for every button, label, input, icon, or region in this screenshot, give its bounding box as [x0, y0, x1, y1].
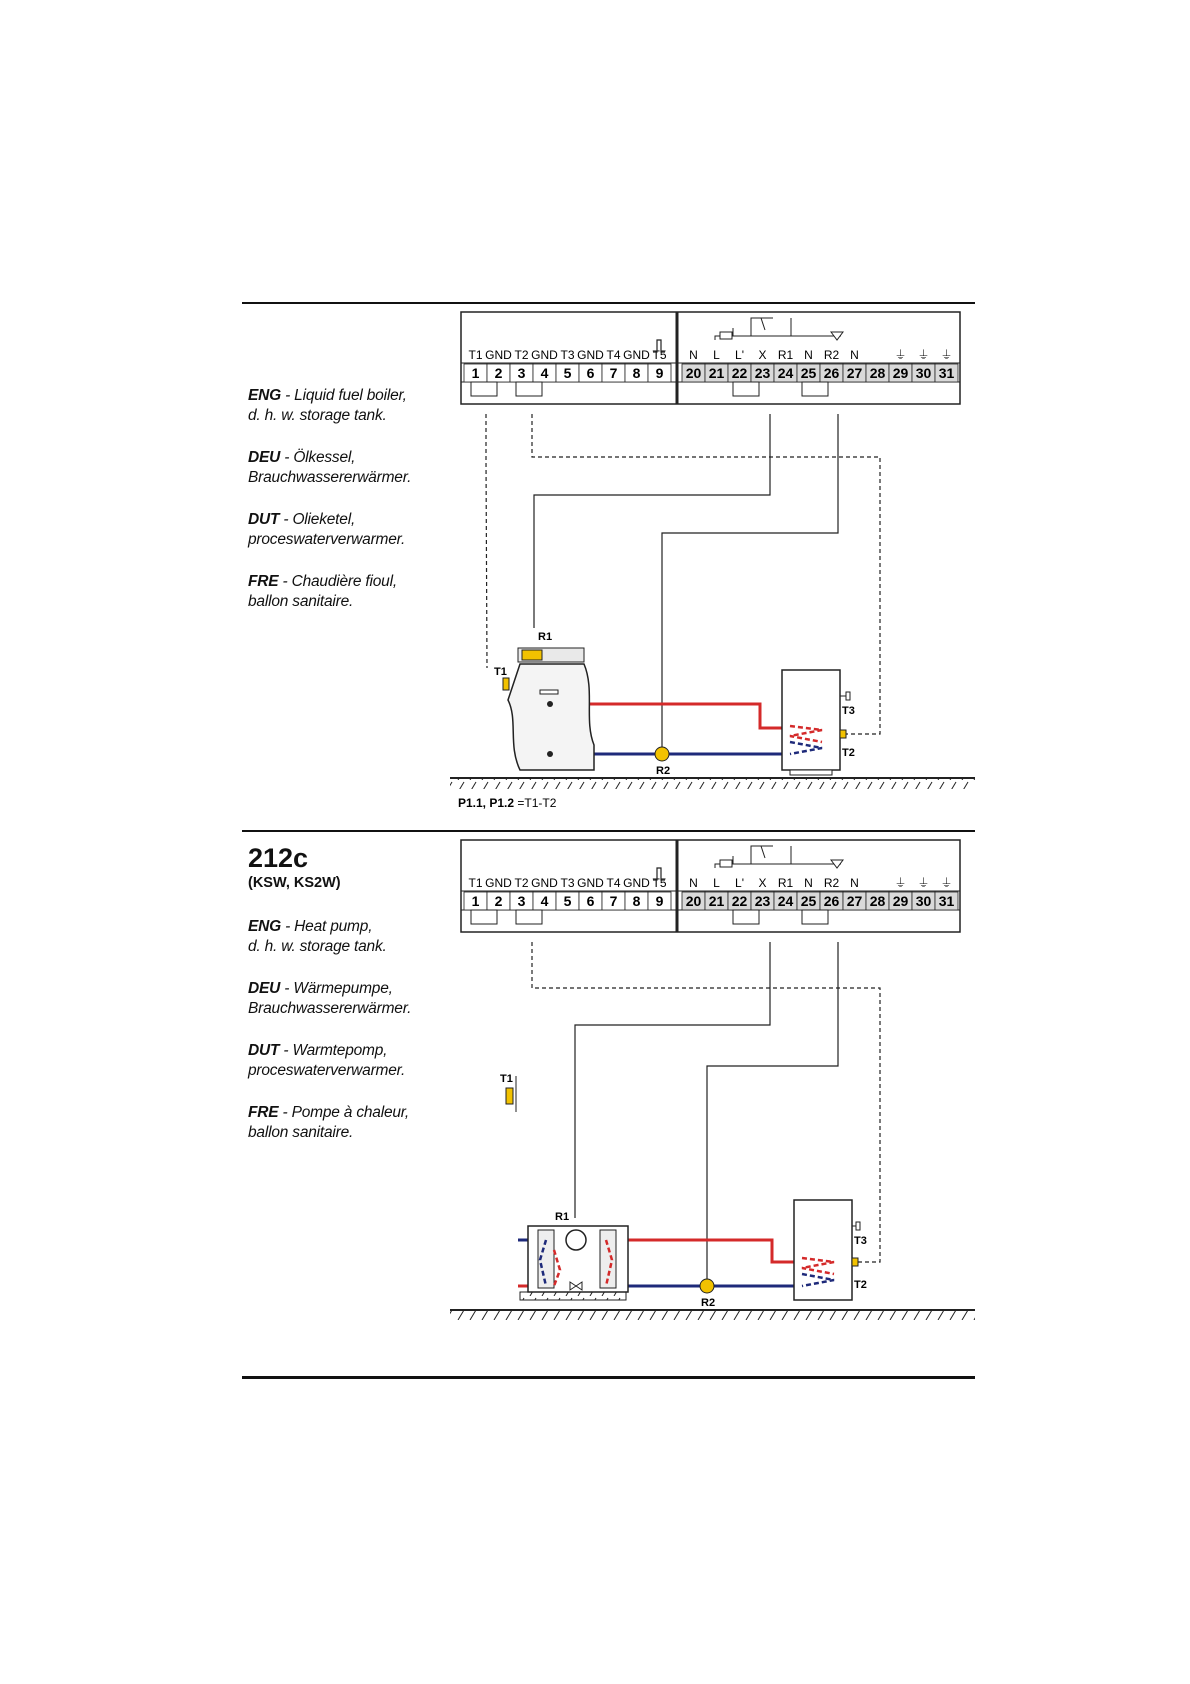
t1-sensor — [494, 666, 509, 690]
terminal-number: 27 — [846, 893, 863, 909]
terminal-label: T2 — [514, 876, 529, 890]
terminal-number: 28 — [869, 365, 886, 381]
terminal-label: N — [804, 876, 813, 890]
terminal-label: T2 — [514, 348, 529, 362]
terminal-number: 21 — [708, 893, 725, 909]
r2-label: R2 — [701, 1297, 716, 1309]
desc-deu: DEU - Wärmepumpe, Brauchwassererwärmer. — [248, 980, 412, 1017]
terminal-number: 9 — [655, 893, 664, 909]
connector-tab — [733, 382, 759, 396]
sensor-icon — [503, 678, 509, 690]
desc-dut: DUT - Olieketel, proceswaterverwarmer. — [248, 511, 406, 548]
terminal-number: 24 — [777, 893, 794, 909]
terminal-number: 5 — [563, 365, 572, 381]
desc-dut: DUT - Warmtepomp, proceswaterverwarmer. — [248, 1042, 406, 1079]
terminal-label: ⏚ — [894, 876, 907, 890]
terminal-label: GND — [485, 348, 512, 362]
terminal-label: R2 — [823, 348, 840, 362]
terminal-label: N — [850, 348, 859, 362]
t2-sensor — [840, 730, 846, 738]
r2-label: R2 — [656, 765, 671, 777]
terminal-number: 1 — [471, 893, 480, 909]
terminal-number: 29 — [892, 365, 909, 381]
desc-fre: FRE - Pompe à chaleur, ballon sanitaire. — [248, 1104, 410, 1141]
t3-label: T3 — [842, 705, 855, 717]
sensor-icon — [506, 1088, 513, 1104]
terminal-label: R1 — [777, 876, 794, 890]
t3-sensor — [856, 1222, 860, 1230]
terminal-number: 3 — [517, 365, 526, 381]
dhw-tank — [794, 1200, 867, 1300]
terminal-number: 30 — [915, 365, 932, 381]
terminal-number: 26 — [823, 365, 840, 381]
fuse-icon — [720, 860, 732, 867]
terminal-label: ⏚ — [894, 348, 907, 362]
terminal-number: 6 — [586, 893, 595, 909]
terminal-label: L' — [735, 876, 744, 890]
terminal-number: 2 — [494, 365, 503, 381]
terminal-label: GND — [531, 876, 558, 890]
scheme-subtitle: (KSW, KS2W) — [248, 875, 341, 891]
oil-boiler — [508, 631, 594, 770]
connector-tab — [516, 382, 542, 396]
terminal-label: N — [850, 876, 859, 890]
t2-label: T2 — [842, 747, 855, 759]
dhw-tank — [782, 670, 855, 775]
compressor-icon — [566, 1230, 586, 1250]
terminal-number: 20 — [685, 893, 702, 909]
terminal-label: GND — [577, 876, 604, 890]
supply-pipe — [618, 1240, 812, 1262]
diagram-2 — [450, 840, 975, 1321]
terminal-label: T5 — [652, 876, 667, 890]
terminal-number: 23 — [754, 893, 771, 909]
terminal-label: R2 — [823, 876, 840, 890]
terminal-label: T1 — [468, 876, 483, 890]
terminal-block — [461, 312, 960, 404]
terminal-label: T3 — [560, 876, 575, 890]
r1-wire — [575, 942, 770, 1218]
terminal-label: T3 — [560, 348, 575, 362]
connector-tab — [733, 910, 759, 924]
terminal-label: L' — [735, 348, 744, 362]
r1-label: R1 — [555, 1211, 570, 1223]
terminal-label: N — [689, 348, 698, 362]
ground — [450, 778, 975, 789]
diagram-1 — [450, 312, 975, 810]
terminal-number: 24 — [777, 365, 794, 381]
terminal-label: GND — [623, 876, 650, 890]
terminal-number: 7 — [609, 893, 618, 909]
terminal-number: 26 — [823, 893, 840, 909]
desc-fre: FRE - Chaudière fioul, ballon sanitaire. — [248, 573, 397, 610]
terminal-label: GND — [485, 876, 512, 890]
terminal-number: 6 — [586, 365, 595, 381]
connector-tab — [516, 910, 542, 924]
heat-pump — [520, 1211, 628, 1300]
connector-tab — [471, 910, 497, 924]
terminal-number: 5 — [563, 893, 572, 909]
terminal-label: ⏚ — [940, 876, 953, 890]
terminal-number: 4 — [540, 365, 549, 381]
terminal-label: ⏚ — [940, 348, 953, 362]
terminal-label: GND — [577, 348, 604, 362]
pump-icon — [655, 747, 669, 761]
terminal-number: 28 — [869, 893, 886, 909]
connector-tab — [471, 382, 497, 396]
pump-r2 — [700, 1279, 715, 1309]
terminal-label: T4 — [606, 348, 621, 362]
terminal-number: 1 — [471, 365, 480, 381]
t2-sensor — [852, 1258, 858, 1266]
r1-label: R1 — [538, 631, 553, 643]
terminal-label: L — [713, 876, 720, 890]
fuse-icon — [720, 332, 732, 339]
terminal-number: 20 — [685, 365, 702, 381]
terminal-number: 9 — [655, 365, 664, 381]
connector-tab — [802, 382, 828, 396]
terminal-label: T4 — [606, 876, 621, 890]
terminal-label: ⏚ — [917, 348, 930, 362]
terminal-number: 8 — [632, 893, 641, 909]
t3-label: T3 — [854, 1235, 867, 1247]
terminal-label: ⏚ — [917, 876, 930, 890]
terminal-number: 7 — [609, 365, 618, 381]
t1-wire — [486, 414, 487, 668]
r1-wire — [534, 414, 770, 628]
terminal-number: 4 — [540, 893, 549, 909]
desc-eng: ENG - Heat pump, d. h. w. storage tank. — [248, 918, 387, 955]
terminal-number: 22 — [731, 893, 748, 909]
terminal-label: T5 — [652, 348, 667, 362]
desc-deu: DEU - Ölkessel, Brauchwassererwärmer. — [248, 449, 412, 486]
terminal-number: 30 — [915, 893, 932, 909]
terminal-number: 25 — [800, 893, 817, 909]
terminal-number: 29 — [892, 893, 909, 909]
pump-r2 — [655, 747, 670, 777]
terminal-number: 8 — [632, 365, 641, 381]
connector-tab — [802, 910, 828, 924]
t2-label: T2 — [854, 1279, 867, 1291]
t1-label: T1 — [500, 1073, 513, 1085]
terminal-number: 31 — [938, 893, 955, 909]
terminal-number: 31 — [938, 365, 955, 381]
terminal-label: N — [689, 876, 698, 890]
terminal-number: 27 — [846, 365, 863, 381]
t1-label: T1 — [494, 666, 507, 678]
scheme-title: 212c — [248, 843, 309, 873]
terminal-label: X — [758, 876, 767, 890]
controller-icon — [522, 650, 542, 660]
terminal-label: R1 — [777, 348, 794, 362]
terminal-number: 25 — [800, 365, 817, 381]
terminal-label: GND — [531, 348, 558, 362]
terminal-block — [461, 840, 960, 932]
t3-sensor — [846, 692, 850, 700]
terminal-number: 21 — [708, 365, 725, 381]
parameter-note: P1.1, P1.2 =T1-T2 — [458, 796, 557, 810]
terminal-number: 3 — [517, 893, 526, 909]
pump-icon — [700, 1279, 714, 1293]
terminal-number: 23 — [754, 365, 771, 381]
terminal-label: T1 — [468, 348, 483, 362]
terminal-label: GND — [623, 348, 650, 362]
terminal-label: X — [758, 348, 767, 362]
terminal-label: N — [804, 348, 813, 362]
terminal-number: 22 — [731, 365, 748, 381]
terminal-number: 2 — [494, 893, 503, 909]
ground — [450, 1310, 975, 1321]
t1-outdoor-sensor — [500, 1073, 516, 1112]
terminal-label: L — [713, 348, 720, 362]
desc-eng: ENG - Liquid fuel boiler, d. h. w. storage tank. — [248, 387, 407, 424]
supply-pipe — [565, 704, 800, 728]
